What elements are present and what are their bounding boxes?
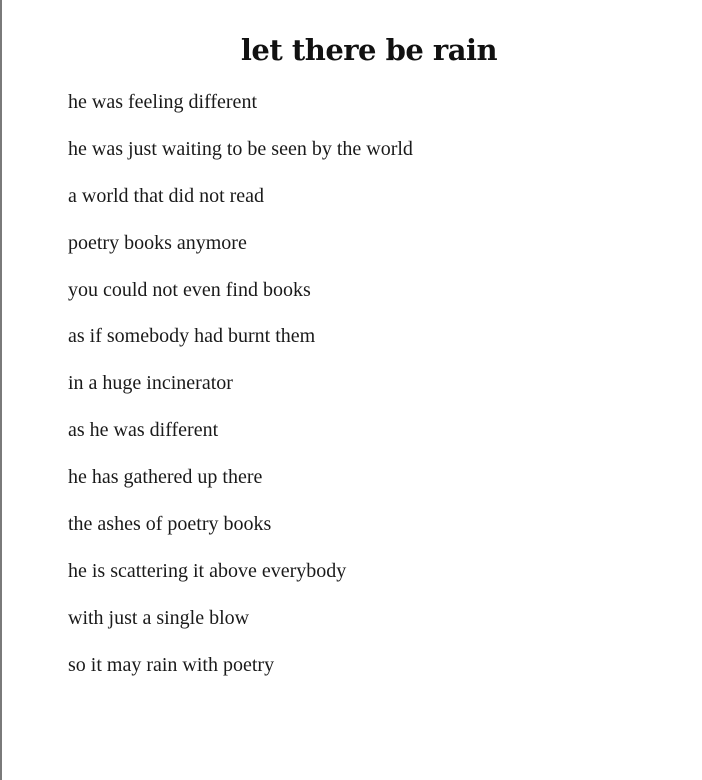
poem-line: he is scattering it above everybody bbox=[68, 559, 347, 582]
poem-line: you could not even find books bbox=[68, 278, 311, 301]
poem-line: poetry books anymore bbox=[68, 231, 247, 254]
poem-line: a world that did not read bbox=[68, 184, 265, 207]
poem-line: with just a single blow bbox=[68, 606, 250, 629]
poem-body bbox=[68, 84, 413, 694]
poem-title: let there be rain bbox=[240, 33, 498, 67]
poem-line: he was feeling different bbox=[68, 91, 257, 113]
poem-line: as he was different bbox=[68, 419, 219, 442]
poem-line: he has gathered up there bbox=[68, 466, 263, 489]
poem-line: the ashes of poetry books bbox=[68, 513, 272, 536]
poem-line: so it may rain with poetry bbox=[68, 653, 275, 676]
page-left-border bbox=[0, 0, 2, 780]
poem-line: as if somebody had burnt them bbox=[68, 325, 316, 348]
poem-line: he was just waiting to be seen by the world bbox=[68, 137, 413, 160]
poem-line: in a huge incinerator bbox=[68, 372, 233, 395]
